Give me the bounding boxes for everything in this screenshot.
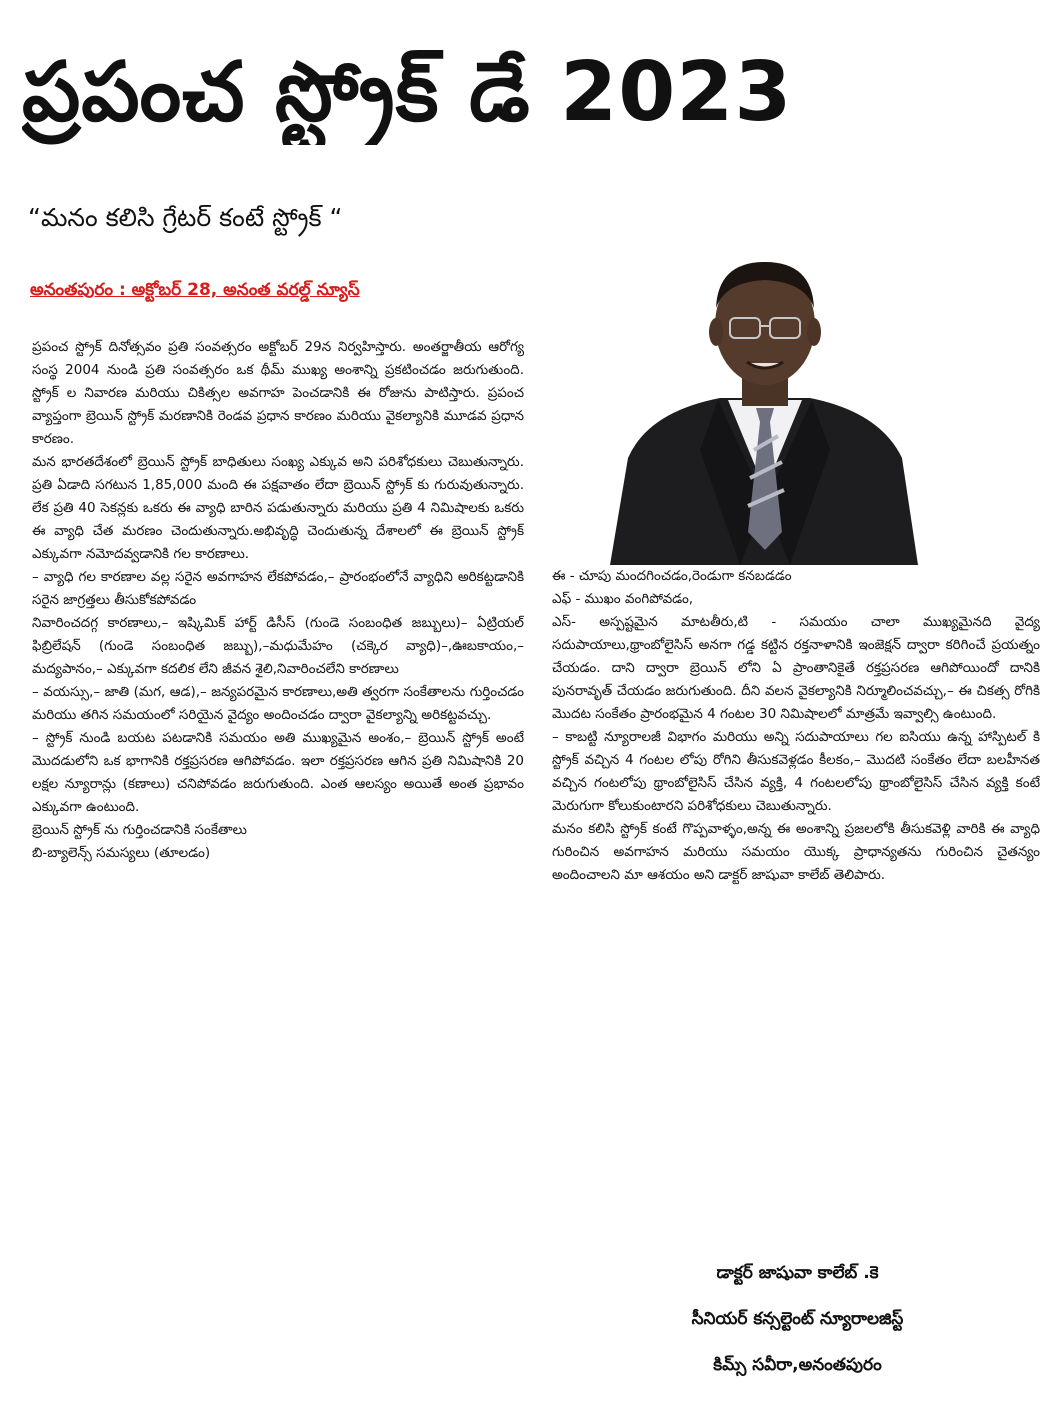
left-paragraph-2: మన భారతదేశంలో బ్రెయిన్ స్ట్రోక్ బాధితులు సంఖ్య ఎక్కువ అని పరిశోధకులు చెబుతున్నారు. ప్రతి ఏడాది సగటున 1,85,000 మంది ఈ పక్షవాతం లేదా బ్రెయిన్ స్ట్రోక్ కు గురువుతున్నారు. లేక ప్రతి 40 సెకన్లకు ఒకరు ఈ వ్యాధి బారిన పడుతున్నారు మరియు ప్రతి 4 నిమిషాలకు ఒకరు ఈ వ్యాధి చేత మరణం చెందుతున్నారు.అభివృద్ధి చెందుతున్న దేశాలలో ఈ బ్రెయిన్ స్ట్రోక్ ఎక్కువగా నమోదవ్వడానికి గల కారణాలు. (32, 454, 524, 562)
left-paragraph-5: – వయస్సు,– జాతి (మగ, ఆడ),– జన్యపరమైన కారణాలు,అతి త్వరగా సంకేతాలను గుర్తించడం మరియు తగిన సమయంలో సరియైన వైద్యం అందించడం ద్వారా వైకల్యాన్ని అరికట్టవచ్చు. (32, 684, 524, 723)
doctor-name: డాక్టర్ జాషువా కాలేబ్ .కె (716, 1263, 879, 1283)
left-paragraph-8: బి-బ్యాలెన్స్ సమస్యలు (తూలడం) (32, 845, 211, 861)
left-paragraph-1: ప్రపంచ స్ట్రోక్ దినోత్సవం ప్రతి సంవత్సరం అక్టోబర్ 29న నిర్వహిస్తారు. అంతర్జాతీయ ఆరోగ్య సంస్థ 2004 నుండి ప్రతి సంవత్సరం ఒక థీమ్ ముఖ్య అంశాన్ని ప్రకటించడం జరుగుతుంది. స్ట్రోక్ ల నివారణ మరియు చికిత్సల అవగాహ పెంచడానికి ఈ రోజును పాటిస్తారు. ప్రపంచ వ్యాప్తంగా బ్రెయిన్ స్ట్రోక్ మరణానికి రెండవ ప్రధాన కారణం మరియు వైకల్యానికి మూడవ ప్రధాన కారణం. (32, 339, 524, 447)
page-title: ప్రపంచ స్ట్రోక్ డే 2023 (22, 45, 793, 140)
left-paragraph-6: – స్ట్రోక్ నుండి బయట పటడానికి సమయం అతి ముఖ్యమైన అంశం,– బ్రెయిన్ స్ట్రోక్ అంటే మొదడులోని ఒక భాగానికి రక్తప్రసరణ ఆగిపోవడం. ఇలా రక్తప్రసరణ ఆగిన ప్రతి నిమిషానికి 20 లక్షల న్యూరాన్లు (కణాలు) చనిపోవడం జరుగుతుంది. ఎంత ఆలస్యం అయితే అంత ప్రభావం ఎక్కువగా ఉంటుంది. (32, 730, 524, 815)
signature-block (560, 1250, 1035, 1388)
left-paragraph-3: – వ్యాధి గల కారణాల వల్ల సరైన అవగాహన లేకపోవడం,– ప్రారంభంలోనే వ్యాధిని అరికట్టడానికి సరైన జాగ్రత్తలు తీసుకోకపోవడం (32, 569, 524, 608)
right-paragraph-5: మనం కలిసి స్ట్రోక్ కంటే గొప్పవాళ్ళం,అన్న ఈ అంశాన్ని ప్రజలలోకి తీసుకవెళ్లి వారికి ఈ వ్యాధి గురించిన అవగాహన మరియు సమయం యొక్క ప్రాధాన్యతను గురించిన చైతన్యం అందించాలని మా ఆశయం అని డాక్టర్ జాషువా కాలేబ్ తెలిపారు. (552, 821, 1040, 883)
left-column (32, 336, 524, 1398)
doctor-portrait-photo (550, 240, 965, 565)
left-paragraph-7: బ్రెయిన్ స్ట్రోక్ ను గుర్తించడానికి సంకేతాలు (32, 822, 247, 838)
right-paragraph-3: ఎస్- అస్పష్టమైన మాటతీరు,టి - సమయం చాలా ముఖ్యమైనది వైద్య సదుపాయాలు,థ్రాంబోలైసిస్ అనగా గడ్డ కట్టిన రక్తనాళానికి ఇంజెక్షన్ ద్వారా కరిగించే ప్రయత్నం చేయడం. దాని ద్వారా బ్రెయిన్ లోని ఏ ప్రాంతానికైతే రక్తప్రసరణ ఆగిపోయిందో దానికి పునరావృత్ చేయడం జరుగుతుంది. దీని వలన వైకల్యానికి నిర్మూలించవచ్చు,– ఈ చికత్స రోగికి మొదట సంకేతం ప్రారంభమైన 4 గంటల 30 నిమిషాలలో మాత్రమే ఇవ్వాల్సి ఉంటుంది. (552, 614, 1040, 722)
subtitle-quote: “మనం కలిసి గ్రేటర్ కంటే స్ట్రోక్ “ (28, 203, 343, 232)
left-paragraph-4: నివారించదగ్గ కారణాలు,– ఇష్కిమిక్ హార్ట్ డిసీస్ (గుండె సంబంధిత జబ్బులు)– ఏట్రియల్ ఫిబ్రిలేషన్ (గుండె సంబంధిత జబ్బు),–మధుమేహం (చక్కెర వ్యాధి)–,ఊబకాయం,– మద్యపానం,– ఎక్కువగా కదలిక లేని జీవన శైలి,నివారించలేని కారణాలు (32, 615, 524, 677)
right-paragraph-1: ఈ - చూపు మందగించడం,రెండుగా కనబడడం (552, 568, 792, 584)
hospital-name: కిమ్స్ సవీరా,అనంతపురం (713, 1355, 882, 1375)
doctor-designation: సీనియర్ కన్సల్టెంట్ న్యూరాలజిస్ట్ (691, 1309, 904, 1329)
dateline: అనంతపురం : అక్టోబర్ 28, అనంత వరల్డ్ న్యూస్ (30, 280, 360, 300)
right-paragraph-2: ఎఫ్ - ముఖం వంగిపోవడం, (552, 591, 694, 607)
right-paragraph-4: – కాబట్టి న్యూరాలజీ విభాగం మరియు అన్ని సదుపాయాలు గల ఐసియు ఉన్న హాస్పిటల్ కి స్ట్రోక్ వచ్చిన 4 గంటల లోపు రోగిని తీసుకవెళ్లడం కీలకం,– మొదటి సంకేతం లేదా బలహీనత వచ్చిన గంటలోపు థ్రాంబోలైసిస్ చేసిన వ్యక్తి, 4 గంటలలోపు థ్రాంబోలైసిస్ చేసిన వ్యక్తి కంటే మెరుగుగా కోలుకుంటారని పరిశోధకులు చెబుతున్నారు. (552, 729, 1040, 814)
right-column (552, 565, 1040, 1220)
